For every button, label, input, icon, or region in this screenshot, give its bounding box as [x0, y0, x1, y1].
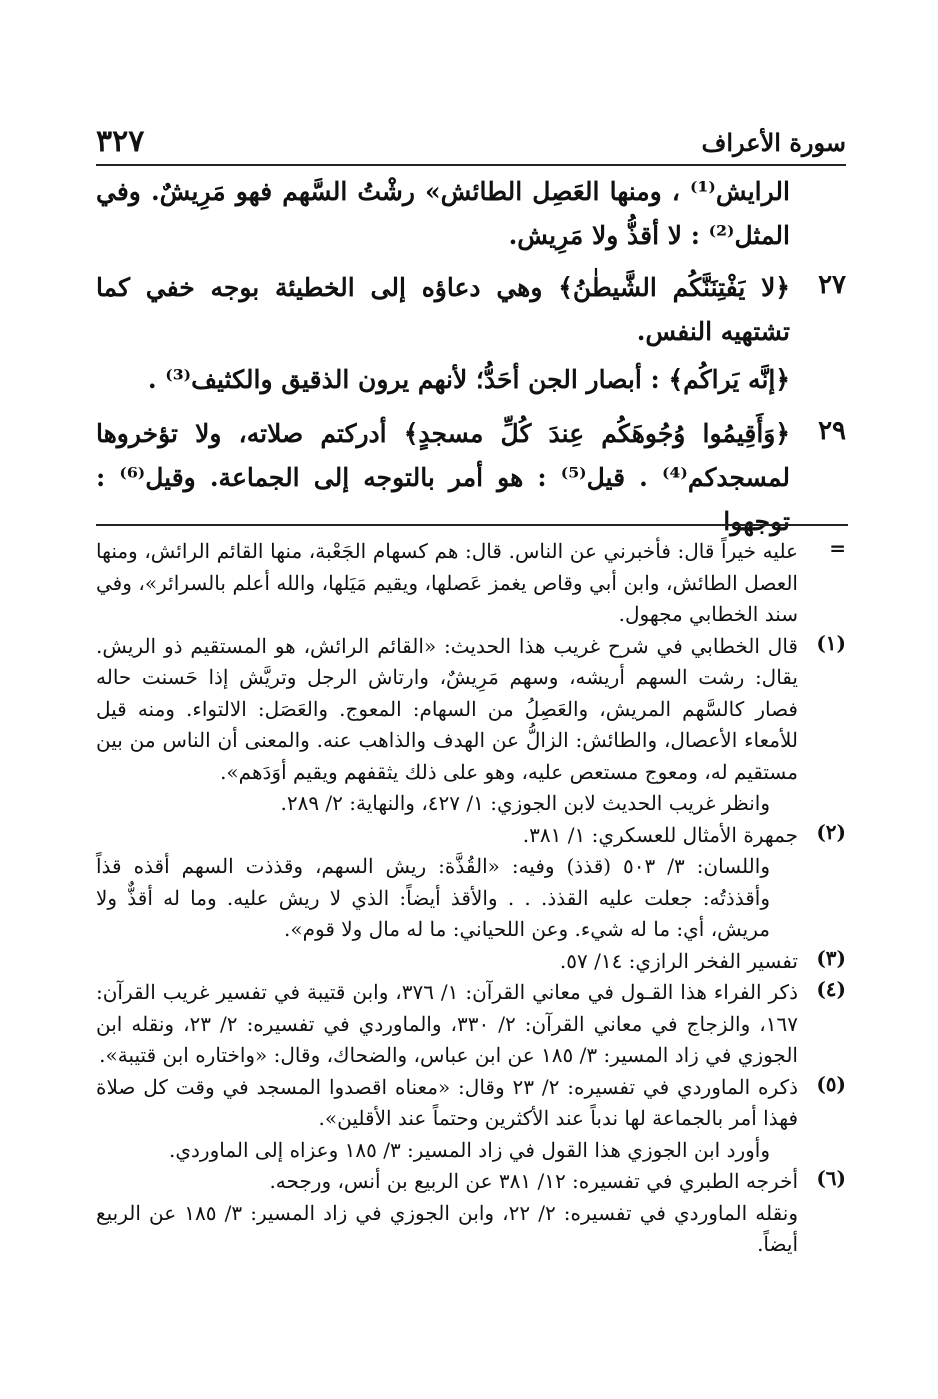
footnote-text: أخرجه الطبري في تفسيره: ١٢/ ٣٨١ عن الربيع بن أنس، ورجحه. — [269, 1169, 798, 1193]
footnote — [96, 977, 846, 1072]
footnote-marker: (٢) — [816, 819, 846, 844]
commentary-block — [96, 358, 846, 402]
footnote-text: عليه خيراً قال: فأخبرني عن الناس. قال: هم كسهام الجَعْبة، منها القائم الرائش، ومنها العصل الطائش، وابن أبي وقاص يغمز عَصلها، ويقيم مَيَلها، والله أعلم بالسرائر»، وفي سند الخطابي مجهول. — [96, 539, 798, 626]
main-text — [96, 170, 846, 544]
footnote-marker: (٣) — [816, 945, 846, 970]
footnote-text: قال الخطابي في شرح غريب هذا الحديث: «القائم الرائش، هو المستقيم ذو الريش. يقال: رشت السهم أريشه، وسهم مَرِيشٌ، وارتاش الرجل وتريَّش إذا حَسنت حاله فصار كالسَّهم المريش، والعَصِلُ من السهام: المعوج. والعَصَل: الالتواء. ومنه قيل للأمعاء الأعصال، والطائش: الزالُّ عن الهدف والذاهب عنه. والمعنى أن الناس من بين مستقيم له، ومعوج مستعص عليه، وهو على ذلك يثقفهم ويقيم أوَدَهم». — [96, 633, 798, 784]
commentary-text: ﴿وَأَقِيمُوا وُجُوهَكُم عِندَ كُلِّ مسجدٍ﴾ أدركتم صلاته، ولا تؤخروها لمسجدكم⁽⁴⁾ . قيل⁽⁵⁾ : هو أمر بالتوجه إلى الجماعة. وقيل⁽⁶⁾ : توجهوا — [96, 419, 791, 536]
footnotes — [96, 536, 846, 1261]
footnote — [96, 1166, 846, 1261]
footnote-marker: (٦) — [816, 1166, 846, 1190]
footnote — [96, 631, 846, 820]
surah-title: سورة الأعراف — [701, 128, 846, 157]
verse-number: ٢٧ — [818, 270, 846, 300]
footnote-marker: (٥) — [816, 1071, 846, 1096]
commentary-text: ﴿إنَّه يَراكُم﴾ : أبصار الجن أحَدُّ؛ لأنهم يرون الذقيق والكثيف⁽³⁾ . — [147, 365, 790, 394]
footnote — [96, 536, 846, 631]
footnote-separator — [96, 524, 848, 526]
page-header — [96, 124, 846, 166]
footnote-marker: = — [829, 536, 846, 560]
footnote-marker: (٤) — [816, 977, 846, 1001]
commentary-text: ﴿لا يَفْتِنَنَّكُم الشَّيطٰنُ﴾ وهي دعاؤه إلى الخطيئة بوجه خفي كما تشتهيه النفس. — [96, 273, 790, 346]
commentary-block — [96, 266, 846, 354]
footnote-text: ذكر الفراء هذا القـول في معاني القرآن: ١/ ٣٧٦، وابن قتيبة في تفسير غريب القرآن: ١٦٧، والزجاج في معاني القرآن: ٢/ ٣٣٠، والماوردي في تفسيره: ٢/ ٢٣، ونقله ابن الجوزي في زاد المسير: ٣/ ١٨٥ عن ابن عباس، والضحاك، وقال: «واختاره ابن قتيبة». — [96, 980, 798, 1067]
footnote-text: ذكره الماوردي في تفسيره: ٢/ ٢٣ وقال: «معناه اقصدوا المسجد في وقت كل صلاة فهذا أمر بالجماعة لها ندباً عند الأكثرين وحتماً عند الأقلين». — [96, 1074, 798, 1130]
footnote-text: وأورد ابن الجوزي هذا القول في زاد المسير: ٣/ ١٨٥ وعزاه إلى الماوردي. — [169, 1137, 770, 1162]
footnote-text: تفسير الفخر الرازي: ١٤/ ٥٧. — [559, 948, 798, 973]
footnote-marker: (١) — [816, 630, 846, 655]
commentary-block — [96, 170, 846, 258]
footnote — [96, 1072, 846, 1167]
footnote — [96, 820, 846, 946]
footnote-text: جمهرة الأمثال للعسكري: ١/ ٣٨١. — [522, 822, 798, 847]
footnote-text: ونقله الماوردي في تفسيره: ٢/ ٢٢، وابن الجوزي في زاد المسير: ٣/ ١٨٥ عن الربيع أيضاً. — [96, 1200, 798, 1256]
footnote — [96, 946, 846, 978]
footnote-text: واللسان: ٣/ ٥٠٣ (قذذ) وفيه: «القُذَّة: ريش السهم، وقذذت السهم أقذه قذاً وأقذذتُه: جعلت عليه القذذ. . . والأقذ أيضاً: الذي لا ريش عليه. وما له أقذٌّ ولا مريش، أي: ما له شيء. وعن اللحياني: ما له مال ولا قوم». — [96, 854, 771, 941]
commentary-text: الرايش⁽¹⁾ ، ومنها العَصِل الطائش» رشْتُ السَّهم فهو مَرِيشٌ. وفي المثل⁽²⁾ : لا أقذُّ ولا مَرِيش. — [96, 177, 790, 250]
verse-number: ٢٩ — [818, 416, 846, 446]
page-number: ٣٢٧ — [96, 124, 145, 159]
footnote-text: وانظر غريب الحديث لابن الجوزي: ١/ ٤٢٧، والنهاية: ٢/ ٢٨٩. — [280, 791, 770, 815]
